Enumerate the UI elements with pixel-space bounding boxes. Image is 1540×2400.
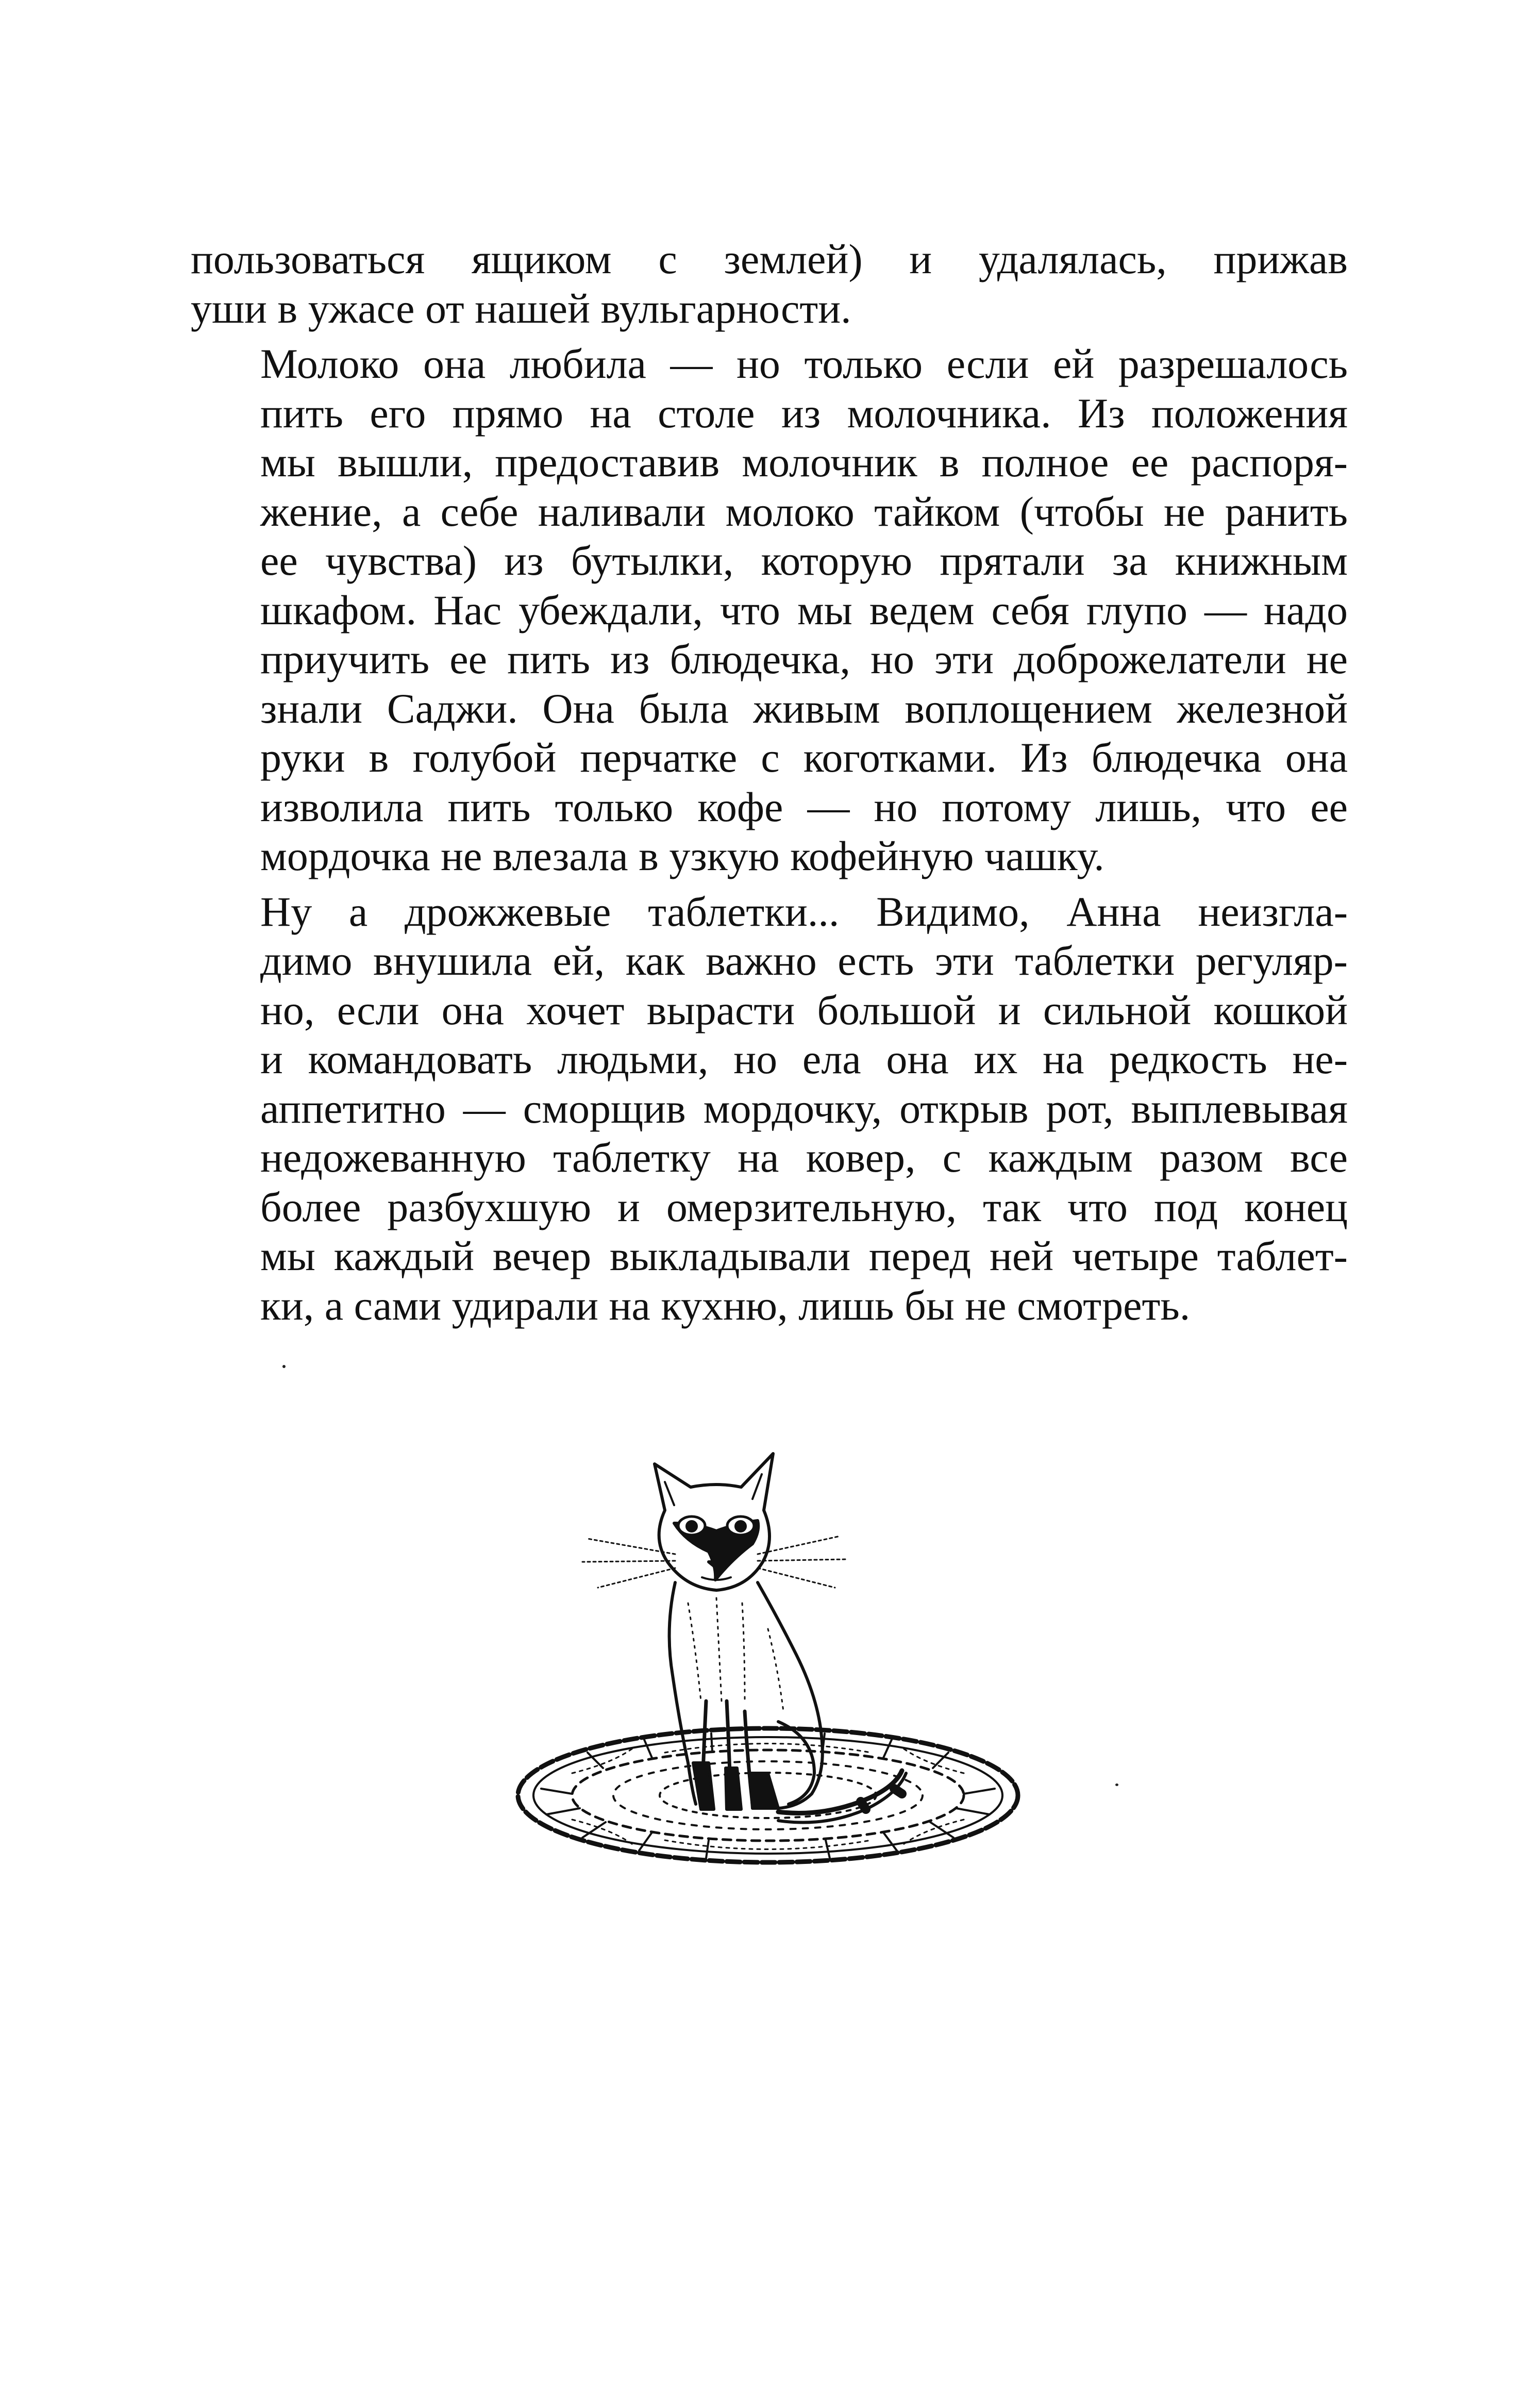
text-line: руки в голубой перчатке с коготками. Из блюдечка она	[260, 734, 1348, 781]
text-line: мы вышли, предоставив молочник в полное ее распоря-	[260, 439, 1348, 486]
text-line: и командовать людьми, но ела она их на редкость не-	[260, 1036, 1348, 1082]
body-text	[191, 235, 1348, 1330]
print-speck	[1115, 1784, 1118, 1786]
text-line: приучить ее пить из блюдечка, но эти доброжелатели не	[260, 636, 1348, 682]
paragraph-2	[191, 339, 1348, 881]
text-line: димо внушила ей, как важно есть эти таблетки регуляр-	[260, 937, 1348, 984]
text-line: пользоваться ящиком с землей) и удалялась, прижав	[191, 236, 1348, 282]
print-speck	[282, 1365, 286, 1368]
text-line: но, если она хочет вырасти большой и сильной кошкой	[260, 986, 1348, 1034]
cat-sitting-on-rug-illustration	[510, 1433, 1031, 1876]
text-line: жение, а себе наливали молоко тайком (чтобы не ранить	[260, 488, 1348, 535]
paragraph-3	[191, 887, 1348, 1330]
text-line: пить его прямо на столе из молочника. Из положения	[260, 389, 1348, 437]
text-line: ее чувства) из бутылки, которую прятали за книжным	[260, 537, 1348, 584]
text-line: ки, а сами удирали на кухню, лишь бы не смотреть.	[260, 1281, 1191, 1329]
text-line: Молоко она любила — но только если ей разрешалось	[260, 340, 1348, 387]
text-line: уши в ужасе от нашей вульгарности.	[191, 285, 851, 332]
paragraph-1	[191, 235, 1348, 333]
text-line: шкафом. Нас убеждали, что мы ведем себя глупо — надо	[260, 586, 1348, 634]
text-line: мордочка не влезала в узкую кофейную чашку.	[260, 832, 1104, 879]
text-line: изволила пить только кофе — но потому лишь, что ее	[260, 783, 1348, 830]
text-line: более разбухшую и омерзительную, так что под конец	[260, 1183, 1348, 1230]
text-line: недожеванную таблетку на ковер, с каждым разом все	[260, 1134, 1348, 1181]
text-line: знали Саджи. Она была живым воплощением железной	[260, 685, 1348, 732]
text-line: мы каждый вечер выкладывали перед ней четыре таблет-	[260, 1232, 1348, 1279]
text-line: Ну а дрожжевые таблетки... Видимо, Анна неизгла-	[260, 888, 1348, 935]
text-line: аппетитно — сморщив мордочку, открыв рот, выплевывая	[260, 1085, 1348, 1132]
